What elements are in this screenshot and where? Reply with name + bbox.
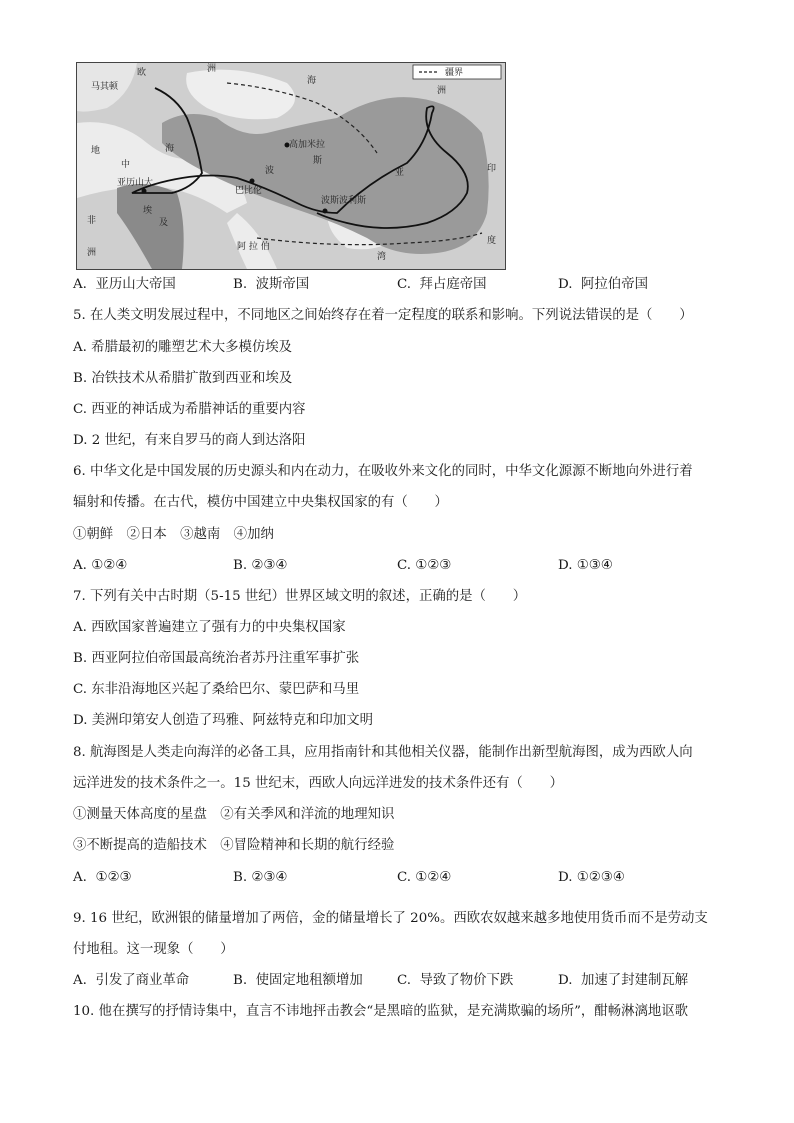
q4-option-b: B. 波斯帝国: [233, 277, 310, 292]
q5-option-c: C. 西亚的神话成为希腊神话的重要内容: [73, 402, 306, 417]
map-label-sea-left: 洲: [207, 64, 217, 74]
q8-stem-line2: 远洋进发的技术条件之一。15 世纪末，西欧人向远洋进发的技术条件还有（ ）: [73, 776, 563, 791]
q4-option-d: D. 阿拉伯帝国: [558, 277, 648, 292]
map-label-persia2: 斯: [313, 156, 323, 166]
map-label-europe: 欧: [137, 68, 147, 78]
q9-stem-line2: 付地租。这一现象（ ）: [73, 942, 234, 957]
q9-option-d: D. 加速了封建制瓦解: [558, 973, 689, 988]
legend-border-label: 疆界: [445, 68, 464, 78]
map-label-egypt2: 及: [159, 218, 169, 228]
q8-items-line2: ③不断提高的造船技术 ④冒险精神和长期的航行经验: [73, 838, 395, 853]
map-label-arabia: 阿 拉 伯: [237, 242, 270, 252]
q6-stem-line2: 辐射和传播。在古代，模仿中国建立中央集权国家的有（ ）: [73, 495, 448, 510]
q6-items: ①朝鲜 ②日本 ③越南 ④加纳: [73, 527, 274, 542]
q6-option-a: A. ①②④: [73, 558, 128, 573]
q5-stem: 5. 在人类文明发展过程中，不同地区之间始终存在着一定程度的联系和影响。下列说法错误的是（ ）: [73, 308, 693, 323]
q6-option-d: D. ①③④: [558, 558, 613, 573]
map-label-med2: 中: [121, 160, 131, 170]
q7-option-b: B. 西亚阿拉伯帝国最高统治者苏丹注重军事扩张: [73, 651, 360, 666]
map-label-alexandria: 亚历山大: [117, 178, 154, 188]
q9-option-c: C. 导致了物价下跌: [397, 973, 514, 988]
q5-option-b: B. 冶铁技术从希腊扩散到西亚和埃及: [73, 371, 293, 386]
map-label-asia: 亚: [395, 168, 405, 178]
q5-option-a: A. 希腊最初的雕塑艺术大多模仿埃及: [73, 340, 293, 355]
q6-stem-line1: 6. 中华文化是中国发展的历史源头和内在动力，在吸收外来文化的同时，中华文化源源不断地向外进行着: [73, 464, 693, 479]
map-label-egypt: 埃: [143, 206, 153, 216]
q7-option-d: D. 美洲印第安人创造了玛雅、阿兹特克和印加文明: [73, 713, 373, 728]
q9-option-b: B. 使固定地租额增加: [233, 973, 363, 988]
q8-option-a: A. ①②③: [73, 870, 132, 885]
q4-option-c: C. 拜占庭帝国: [397, 277, 487, 292]
q7-stem: 7. 下列有关中古时期（5-15 世纪）世界区域文明的叙述，正确的是（ ）: [73, 589, 527, 604]
q6-option-b: B. ②③④: [233, 558, 288, 573]
q9-stem-line1: 9. 16 世纪，欧洲银的储量增加了两倍，金的储量增长了 20%。西欧农奴越来越多地使用货币而不是劳动支: [73, 911, 708, 926]
q9-option-a: A. 引发了商业革命: [73, 973, 190, 988]
q8-option-d: D. ①②③④: [558, 870, 625, 885]
map-label-sea1: 海: [165, 144, 175, 154]
q8-option-b: B. ②③④: [233, 870, 288, 885]
map-label-persepolis: 波斯波利斯: [321, 196, 367, 206]
map-label-gaugamela: 高加米拉: [289, 140, 326, 150]
map-svg: [77, 63, 505, 269]
q10-stem: 10. 他在撰写的抒情诗集中，直言不讳地抨击教会“是黑暗的监狱，是充满欺骗的场所”，酣畅淋漓地讴歌: [73, 1004, 689, 1019]
map-label-africa: 非: [87, 216, 97, 226]
map-label-macedonia: 马其顿: [91, 82, 119, 92]
map-label-babylon: 巴比伦: [235, 186, 263, 196]
map-label-india2: 度: [487, 236, 497, 246]
q7-option-a: A. 西欧国家普遍建立了强有力的中央集权国家: [73, 620, 346, 635]
q6-option-c: C. ①②③: [397, 558, 452, 573]
q8-items-line1: ①测量天体高度的星盘 ②有关季风和洋流的地理知识: [73, 807, 395, 822]
map-label-africa2: 洲: [87, 248, 97, 258]
map-label-med: 地: [91, 146, 101, 156]
historical-map-figure: [76, 62, 506, 270]
map-label-india: 印: [487, 164, 497, 174]
q7-option-c: C. 东非沿海地区兴起了桑给巴尔、蒙巴萨和马里: [73, 682, 360, 697]
map-label-sea2: 海: [307, 76, 317, 86]
map-label-persia: 波: [265, 166, 275, 176]
q8-option-c: C. ①②④: [397, 870, 452, 885]
map-label-sea3: 湾: [377, 252, 387, 262]
map-label-asia2: 洲: [437, 86, 447, 96]
q4-option-a: A. 亚历山大帝国: [73, 277, 176, 292]
q5-option-d: D. 2 世纪，有来自罗马的商人到达洛阳: [73, 433, 306, 448]
q8-stem-line1: 8. 航海图是人类走向海洋的必备工具，应用指南针和其他相关仪器，能制作出新型航海图，成为西欧人向: [73, 745, 693, 760]
